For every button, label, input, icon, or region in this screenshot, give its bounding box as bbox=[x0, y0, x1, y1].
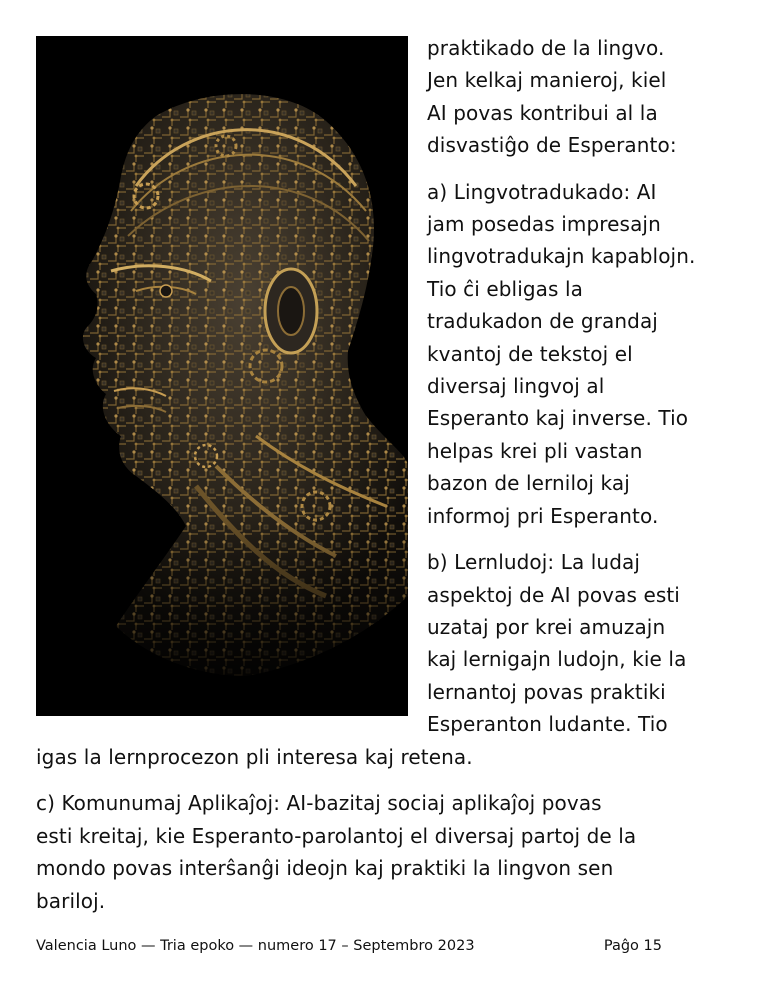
text-line: praktikado de la lingvo. bbox=[427, 36, 665, 60]
mechanical-head-icon bbox=[36, 36, 408, 716]
text-line: kvantoj de tekstoj el bbox=[427, 341, 633, 366]
text-line: esti kreitaj, kie Esperanto-parolantoj el diversaj partoj de la bbox=[36, 823, 637, 848]
text-line: AI povas kontribui al la bbox=[427, 100, 658, 125]
text-line: helpas krei pli vastan bbox=[427, 438, 643, 463]
text-line: b) Lernludoj: La ludaj bbox=[427, 550, 641, 575]
page-footer bbox=[36, 938, 662, 960]
text-line: lingvotradukajn kapablojn. bbox=[427, 244, 696, 269]
text-line: kaj lernigajn ludojn, kie la bbox=[427, 647, 687, 672]
text-line: disvastiĝo de Esperanto: bbox=[427, 133, 677, 158]
text-line: Jen kelkaj manieroj, kiel bbox=[427, 68, 667, 93]
right-column-text bbox=[427, 32, 732, 741]
text-line: lernantoj povas praktiki bbox=[427, 679, 666, 704]
paragraph-c-community-apps bbox=[36, 787, 732, 917]
paragraph-b-continuation bbox=[36, 741, 732, 773]
text-line: aspektoj de AI povas esti bbox=[427, 582, 680, 607]
text-line: a) Lingvotradukado: AI bbox=[427, 179, 657, 204]
text-line: mondo povas interŝanĝi ideojn kaj praktiki la lingvon sen bbox=[36, 856, 614, 881]
full-width-text bbox=[36, 741, 732, 917]
text-line: Tio ĉi ebligas la bbox=[427, 276, 584, 301]
text-line: bariloj. bbox=[36, 888, 106, 913]
page-number: Paĝo 15 bbox=[603, 938, 662, 954]
text-line: c) Komunumaj Aplikaĵoj: AI-bazitaj sociaj aplikaĵoj povas bbox=[36, 791, 602, 816]
publication-info: Valencia Luno — Tria epoko — numero 17 – Septembro 2023 bbox=[36, 938, 475, 954]
text-line: informoj pri Esperanto. bbox=[427, 503, 659, 528]
text-line: igas la lernprocezon pli interesa kaj retena. bbox=[36, 745, 473, 769]
text-line: Esperanto kaj inverse. Tio bbox=[427, 406, 689, 431]
text-line: diversaj lingvoj al bbox=[427, 374, 605, 399]
paragraph-a-translation bbox=[427, 176, 732, 532]
text-line: uzataj por krei amuzajn bbox=[427, 614, 666, 639]
paragraph-b-games bbox=[427, 546, 732, 740]
text-line: jam posedas impresajn bbox=[427, 212, 661, 237]
text-line: Esperanton ludante. Tio bbox=[427, 712, 668, 737]
mechanical-head-illustration bbox=[36, 36, 408, 716]
paragraph-intro-continuation bbox=[427, 32, 732, 162]
text-line: bazon de lerniloj kaj bbox=[427, 471, 630, 496]
text-line: tradukadon de grandaj bbox=[427, 309, 658, 334]
